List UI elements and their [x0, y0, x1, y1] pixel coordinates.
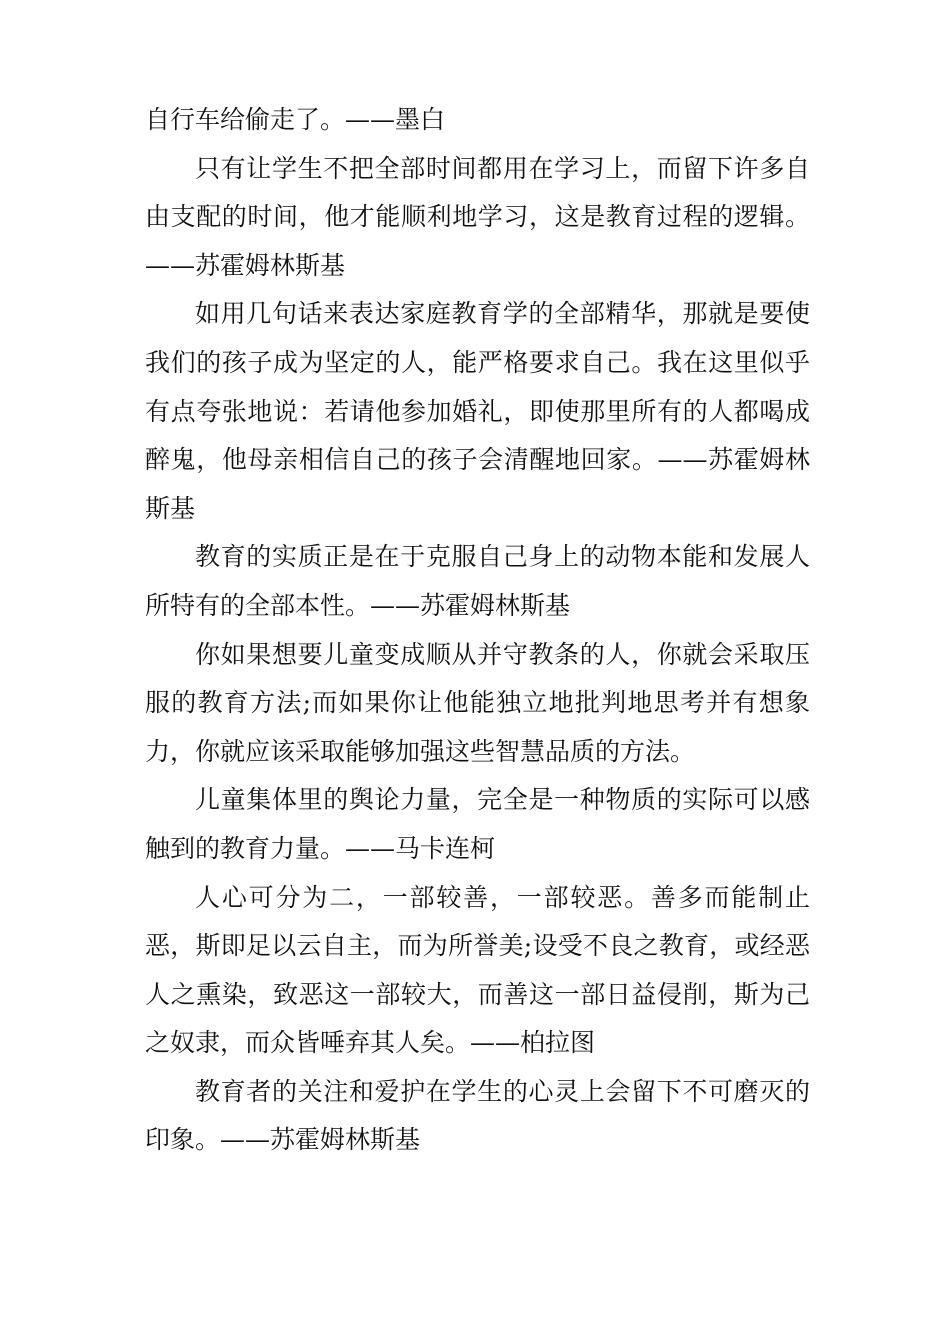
paragraph-5: 你如果想要儿童变成顺从并守教条的人，你就会采取压服的教育方法;而如果你让他能独立地批判地思考并有想象力，你就应该采取能够加强这些智慧品质的方法。 [145, 639, 810, 766]
paragraph-6: 儿童集体里的舆论力量，完全是一种物质的实际可以感触到的教育力量。——马卡连柯 [145, 785, 810, 863]
paragraph-1: 自行车给偷走了。——墨白 [145, 105, 446, 134]
paragraph-2: 只有让学生不把全部时间都用在学习上，而留下许多自由支配的时间，他才能顺利地学习，这是教育过程的逻辑。——苏霍姆林斯基 [145, 153, 810, 280]
paragraph-8: 教育者的关注和爱护在学生的心灵上会留下不可磨灭的印象。——苏霍姆林斯基 [145, 1076, 810, 1155]
paragraph-7: 人心可分为二，一部较善，一部较恶。善多而能制止恶，斯即足以云自主，而为所誉美;设受不良之教育，或经恶人之熏染，致恶这一部较大，而善这一部日益侵削，斯为己之奴隶，而众皆唾弃其人矣。——柏拉图 [145, 882, 810, 1058]
document-body [145, 96, 810, 1165]
paragraph-3: 如用几句话来表达家庭教育学的全部精华，那就是要使我们的孩子成为坚定的人，能严格要求自己。我在这里似乎有点夸张地说：若请他参加婚礼，即使那里所有的人都喝成醉鬼，他母亲相信自己的孩子会清醒地回家。——苏霍姆林斯基 [145, 299, 810, 523]
paragraph-4: 教育的实质正是在于克服自己身上的动物本能和发展人所特有的全部本性。——苏霍姆林斯基 [145, 542, 810, 620]
